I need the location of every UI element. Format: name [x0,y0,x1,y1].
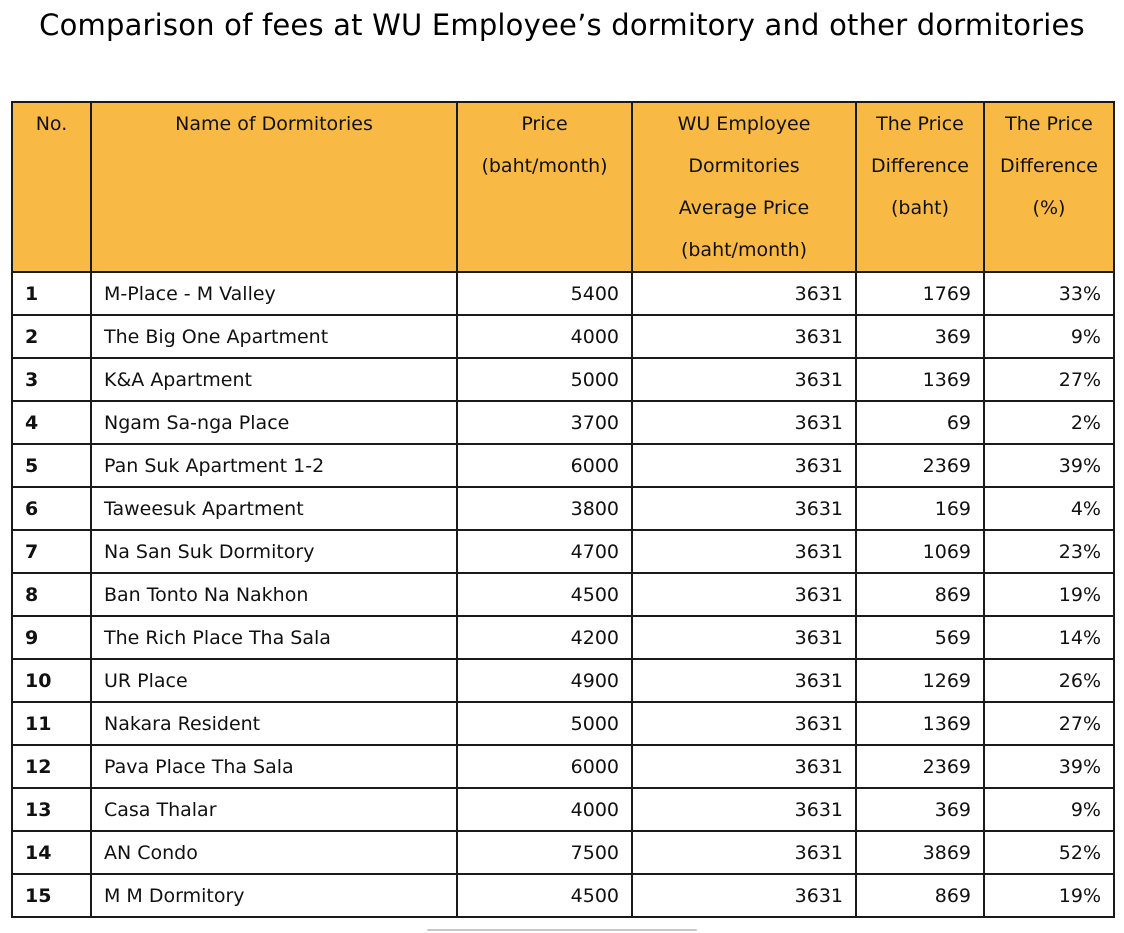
price-cell: 6000 [457,444,632,487]
price-cell: 4000 [457,315,632,358]
header-difference-baht-line: Difference [871,155,969,177]
table-row [12,874,1114,917]
row-number: 6 [12,487,91,530]
price-cell: 4000 [457,788,632,831]
header-average-price-line: Average Price [678,197,810,219]
header-name-line: Name of Dormitories [175,113,373,135]
dormitory-name: K&A Apartment [91,358,457,401]
price-cell: 3700 [457,401,632,444]
difference-baht-cell: 1769 [856,272,984,315]
price-cell: 4900 [457,659,632,702]
difference-percent-cell: 39% [984,745,1114,788]
price-cell: 4500 [457,874,632,917]
table-row [12,831,1114,874]
difference-baht-cell: 2369 [856,745,984,788]
average-price-cell: 3631 [632,530,856,573]
average-price-cell: 3631 [632,444,856,487]
fees-comparison-table [11,101,1115,918]
header-price-line: Price [521,113,568,135]
dormitory-name: Pan Suk Apartment 1-2 [91,444,457,487]
average-price-cell: 3631 [632,788,856,831]
dormitory-name: Ngam Sa-nga Place [91,401,457,444]
header-difference-percent-line: (%) [1032,197,1066,219]
difference-baht-cell: 1069 [856,530,984,573]
table-row [12,487,1114,530]
table-row [12,530,1114,573]
difference-percent-cell: 27% [984,702,1114,745]
price-cell: 7500 [457,831,632,874]
difference-baht-cell: 69 [856,401,984,444]
price-cell: 5000 [457,702,632,745]
header-average-price-line: (baht/month) [680,239,808,261]
dormitory-name: Na San Suk Dormitory [91,530,457,573]
header-difference-percent [984,102,1114,272]
price-cell: 5400 [457,272,632,315]
difference-baht-cell: 369 [856,788,984,831]
difference-percent-cell: 23% [984,530,1114,573]
difference-baht-cell: 569 [856,616,984,659]
page-edge-divider [427,929,697,931]
price-cell: 4700 [457,530,632,573]
dormitory-name: Nakara Resident [91,702,457,745]
dormitory-name: Pava Place Tha Sala [91,745,457,788]
row-number: 3 [12,358,91,401]
difference-percent-cell: 9% [984,315,1114,358]
average-price-cell: 3631 [632,616,856,659]
header-row [12,102,1114,272]
table-row [12,573,1114,616]
average-price-cell: 3631 [632,358,856,401]
header-difference-baht [856,102,984,272]
price-cell: 6000 [457,745,632,788]
row-number: 2 [12,315,91,358]
dormitory-name: UR Place [91,659,457,702]
difference-baht-cell: 1369 [856,702,984,745]
price-cell: 4200 [457,616,632,659]
row-number: 7 [12,530,91,573]
difference-percent-cell: 26% [984,659,1114,702]
header-price-line: (baht/month) [481,155,608,177]
difference-percent-cell: 9% [984,788,1114,831]
average-price-cell: 3631 [632,401,856,444]
average-price-cell: 3631 [632,315,856,358]
table-row [12,702,1114,745]
row-number: 4 [12,401,91,444]
dormitory-name: M M Dormitory [91,874,457,917]
difference-percent-cell: 33% [984,272,1114,315]
price-cell: 5000 [457,358,632,401]
difference-baht-cell: 2369 [856,444,984,487]
difference-percent-cell: 19% [984,573,1114,616]
dormitory-name: Taweesuk Apartment [91,487,457,530]
dormitory-name: M-Place - M Valley [91,272,457,315]
dormitory-name: Casa Thalar [91,788,457,831]
difference-percent-cell: 39% [984,444,1114,487]
table-row [12,315,1114,358]
header-difference-percent-line: The Price [1005,113,1093,135]
price-cell: 3800 [457,487,632,530]
difference-percent-cell: 19% [984,874,1114,917]
row-number: 1 [12,272,91,315]
row-number: 9 [12,616,91,659]
table-row [12,444,1114,487]
row-number: 12 [12,745,91,788]
row-number: 11 [12,702,91,745]
difference-baht-cell: 3869 [856,831,984,874]
difference-baht-cell: 369 [856,315,984,358]
difference-baht-cell: 869 [856,573,984,616]
row-number: 8 [12,573,91,616]
row-number: 13 [12,788,91,831]
average-price-cell: 3631 [632,831,856,874]
header-average-price-line: Dormitories [688,155,800,177]
average-price-cell: 3631 [632,874,856,917]
header-average-price [632,102,856,272]
average-price-cell: 3631 [632,659,856,702]
row-number: 15 [12,874,91,917]
row-number: 5 [12,444,91,487]
table-row [12,401,1114,444]
header-no-line: No. [35,113,68,135]
dormitory-name: The Big One Apartment [91,315,457,358]
header-difference-baht-line: The Price [876,113,964,135]
average-price-cell: 3631 [632,573,856,616]
table-row [12,358,1114,401]
dormitory-name: Ban Tonto Na Nakhon [91,573,457,616]
difference-baht-cell: 1369 [856,358,984,401]
row-number: 14 [12,831,91,874]
difference-baht-cell: 169 [856,487,984,530]
table-row [12,616,1114,659]
difference-baht-cell: 1269 [856,659,984,702]
page-title: Comparison of fees at WU Employee’s dormitory and other dormitories [39,8,1085,42]
table-row [12,745,1114,788]
average-price-cell: 3631 [632,745,856,788]
difference-baht-cell: 869 [856,874,984,917]
difference-percent-cell: 52% [984,831,1114,874]
row-number: 10 [12,659,91,702]
price-cell: 4500 [457,573,632,616]
average-price-cell: 3631 [632,272,856,315]
table-row [12,659,1114,702]
difference-percent-cell: 2% [984,401,1114,444]
table-row [12,272,1114,315]
difference-percent-cell: 14% [984,616,1114,659]
difference-percent-cell: 4% [984,487,1114,530]
header-price [457,102,632,272]
dormitory-name: The Rich Place Tha Sala [91,616,457,659]
header-difference-percent-line: Difference [1000,155,1098,177]
header-difference-baht-line: (baht) [890,197,950,219]
dormitory-name: AN Condo [91,831,457,874]
table-row [12,788,1114,831]
header-average-price-line: WU Employee [677,113,811,135]
difference-percent-cell: 27% [984,358,1114,401]
header-no [12,102,91,272]
header-name [91,102,457,272]
average-price-cell: 3631 [632,487,856,530]
average-price-cell: 3631 [632,702,856,745]
